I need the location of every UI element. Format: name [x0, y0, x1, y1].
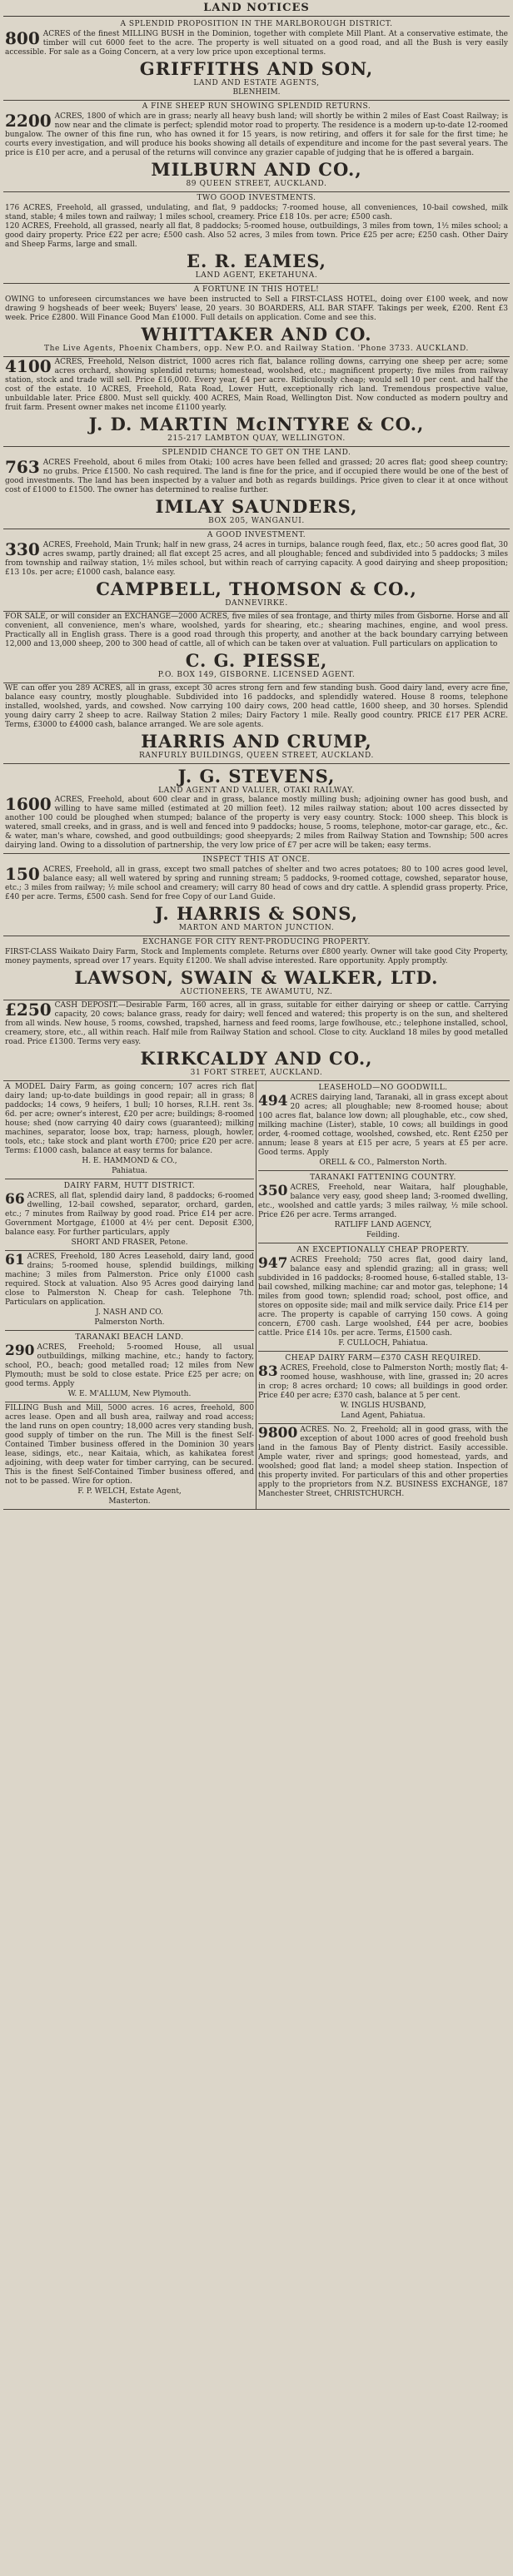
ad-firm-sub: Pahiatua. [112, 1167, 147, 1175]
ad-sheep-run [3, 101, 510, 192]
ad-firm: ORELL & CO., Palmerston North. [319, 1159, 447, 1167]
ad-firm: MILBURN AND CO., [151, 159, 362, 180]
ad-firm: C. G. PIESSE, [185, 650, 328, 671]
ad-heading: A SPLENDID PROPOSITION IN THE MARLBOROUGH DISTRICT. [120, 20, 393, 28]
ad-body: ACRES, Freehold, all in grass, except two small patches of shelter and two acres potatoes; 80 to 100 acres good level, balance easy; all well watered by spring and running stream; 5 paddocks, 9-roomed cottage, cowshed, separator house, etc.; 3 miles from railway; ½ mile school and creamery; will carry 80 head of cows and dry cattle. A splendid grass property. Price, £40 per acre. Terms, £500 cash. Send for free Copy of our Land Guide. [5, 866, 508, 901]
ad-harris-crump [3, 683, 510, 764]
ad-number: 1600 [5, 794, 52, 814]
right-ad-fattening [258, 1171, 508, 1243]
ad-firm: J. D. MARTIN McINTYRE & CO., [88, 414, 425, 434]
ad-firm-sub: AUCTIONEERS, TE AWAMUTU, NZ. [180, 988, 333, 996]
ad-number: 800 [5, 28, 40, 48]
ad-number: 330 [5, 539, 40, 559]
section-header: LAND NOTICES [203, 2, 310, 14]
ad-number: 763 [5, 457, 40, 477]
header-rule [3, 16, 510, 17]
ad-city-exchange [3, 936, 510, 1000]
ad-firm-sub: 89 QUEEN STREET, AUCKLAND. [186, 180, 327, 188]
ad-heading: LEASEHOLD—NO GOODWILL. [318, 1084, 448, 1092]
ad-heading: A FINE SHEEP RUN SHOWING SPLENDID RETURNS. [142, 102, 371, 111]
ad-cash-deposit [3, 1000, 510, 1081]
ad-firm-sub: The Live Agents, Phoenix Chambers, opp. New P.O. and Railway Station. 'Phone 3733. AUCKLAND. [44, 345, 469, 353]
right-ad-cheap-dairy [258, 1352, 508, 1424]
ad-firm: WHITTAKER AND CO. [141, 324, 372, 345]
ad-body: ACRES Freehold, about 6 miles from Otaki; 100 acres have been felled and grassed; 20 acres flat; good sheep country; no grubs. Price £1500. No cash required. The land is fine for the price, and if occupied there would be one of the best of good investments. The land has been inspected by a valuer and both as regards buildings. Price given to clear it at once without cost of £1000 to £1500. The owner has determined to realise further. [5, 459, 508, 494]
ad-firm: E. R. EAMES, [187, 251, 326, 271]
left-ad-model-dairy [5, 1081, 254, 1179]
ad-heading: DAIRY FARM, HUTT DISTRICT. [63, 1182, 196, 1190]
left-ad-palmerston-lease [5, 1251, 254, 1331]
ad-firm-sub: RANFURLY BUILDINGS, QUEEN STREET, AUCKLAND. [138, 752, 375, 760]
ad-firm-sub: LAND AND ESTATE AGENTS, [193, 79, 320, 87]
ad-firm-sub: P.O. BOX 149, GISBORNE. LICENSED AGENT. [157, 671, 356, 679]
right-ad-cheap-property [258, 1243, 508, 1352]
ad-body: ACRES, 1800 of which are in grass; nearly all heavy bush land; will shortly be within 2 miles of East Coast Railway; is now near and the climate is perfect; splendid motor road to property. The residence is a modern up-to-date 12-roomed bungalow. The owner of this fine run, who has owned it for 15 years, is now retiring, and offers it for sale for the first time; he courts every investigation, and will produce his books showing all details of expenditure and income for the past several years. The price is £10 per acre, and a perusal of the returns will convince any grazier capable of judging that he is offered a bargain. [5, 112, 508, 157]
ad-nelson-freehold [3, 357, 510, 447]
ad-firm: LAWSON, SWAIN & WALKER, LTD. [74, 967, 439, 988]
left-ad-taranaki-beach [5, 1331, 254, 1402]
ad-heading: TARANAKI FATTENING COUNTRY. [310, 1174, 456, 1182]
ad-firm-sub: LAND AGENT, EKETAHUNA. [195, 271, 318, 280]
ad-body-2: 120 ACRES, Freehold, all grassed, nearly all flat, 8 paddocks; 5-roomed house, outbuildings, 3 miles from town, 1½ miles school; a good dairy property. Price £22 per acre; £500 cash. Also 52 acres, 3 miles from town. Price £25 per acre; £250 cash. Other Dairy and Sheep Farms, large and small. [5, 222, 508, 249]
ad-firm: J. G. STEVENS, [177, 766, 336, 787]
ad-body: OWING to unforeseen circumstances we have been instructed to Sell a FIRST-CLASS HOTEL, doing over £100 week, and now drawing 9 hogsheads of beer week; Buyers' lease, 20 years. 30 BOARDERS, ALL BAR STAFF. Takings per week, £200. Rent £3 week. Price £2800. Will Finance Good Man £1000. Full details on application. Come and see this. [5, 295, 508, 322]
ad-heading: CHEAP DAIRY FARM—£370 CASH REQUIRED. [285, 1354, 481, 1362]
ad-number: 2200 [5, 111, 52, 131]
ad-body: ACRES, Freehold; 5-roomed House, all usual outbuildings, milking machine, etc.; handy to factory, school, P.O., beach; good metalled road; 12 miles from New Plymouth; must be sold to close estate. Price £25 per acre; on good terms. Apply [5, 1343, 254, 1388]
ad-body: ACRES. No. 2, Freehold; all in good grass, with the exception of about 1000 acres of good freehold bush land in the famous Bay of Plenty district. Easily accessible. Ample water, river and springs; good homestead, yards, and woolshed; good flat land; a model sheep station. Inspection of this property invited. For particulars of this and other properties apply to the proprietors from N.Z. BUSINESS EXCHANGE, 187 Manchester Street, CHRISTCHURCH. [258, 1426, 508, 1498]
ad-body: ACRES, Freehold, near Waitara, half ploughable, balance very easy, good sheep land; 3-roomed dwelling, etc., woolshed and cattle yards; 3 miles railway, ½ mile school. Price £26 per acre. Terms arranged. [258, 1184, 508, 1219]
ad-number: 9800 [258, 1425, 298, 1442]
ad-heading: TWO GOOD INVESTMENTS. [197, 194, 316, 202]
two-column-section [3, 1081, 510, 1510]
ad-body: ACRES, Freehold, about 600 clear and in grass, balance mostly milling bush; adjoining owner has good bush, and willing to have same milled (estimated at 20 million feet). 12 miles railway station; about 100 acres dissected by another 100 could be ploughed when stumped; balance of the property is very easy country. Stock: 1000 sheep. This block is watered, small creeks, and in grass, and is well and fenced into 9 paddocks; house, 5 rooms, telephone, motor-car garage, etc., &c. & water, man's whare, cowshed, and good outbuildings; good sheepyards; 2 miles from Railway Station and Township; 500 acres dairying land. Owing to a dissolution of partnership, the very low price of £7 per acre will be taken; easy terms. [5, 796, 508, 850]
ad-number: 66 [5, 1191, 25, 1208]
ad-firm: RATLIFF LAND AGENCY, [334, 1221, 432, 1229]
ad-two-investments [3, 192, 510, 284]
ad-body: FOR SALE, or will consider an EXCHANGE—2000 ACRES, five miles of sea frontage, and thirty miles from Gisborne. Horse and all convenient, all convenience, men's whare, woolshed, yards for shearing, etc.; shearing machines, engine, and wool press. Practically all in English grass. There is a good road through this property, and another at the back boundary carrying between 12,000 and 13,000 sheep, 200 to 300 head of cattle, all of which can be taken over at valuation. Full particulars on application to [5, 613, 508, 648]
ad-firm: SHORT AND FRASER, Petone. [71, 1238, 188, 1247]
ad-number: 947 [258, 1255, 288, 1272]
ad-heading: SPLENDID CHANCE TO GET ON THE LAND. [162, 449, 351, 457]
ad-firm-sub: DANNEVIRKE. [225, 599, 288, 608]
ad-gisborne-exchange [3, 612, 510, 683]
right-ad-bay-of-plenty [258, 1424, 508, 1501]
ad-body: ACRES, Freehold, Main Trunk; half in new grass, 24 acres in turnips, balance rough feed, flax, etc.; 50 acres good flat, 30 acres swamp, partly drained; all flat except 25 acres, and all ploughable; fenced and subdivided into 5 paddocks; 3 miles from township and railway station, 1½ miles school, but within reach of carrying capacity. A good dairying and sheep proposition; £13 10s. per acre; £1000 cash, balance easy. [5, 541, 508, 577]
ad-heading: AN EXCEPTIONALLY CHEAP PROPERTY. [296, 1246, 470, 1254]
ad-firm: CAMPBELL, THOMSON & CO., [96, 578, 417, 599]
right-ad-leasehold [258, 1081, 508, 1171]
ad-body-1: 176 ACRES, Freehold, all grassed, undulating, and flat, 9 paddocks; 7-roomed house, all conveniences, 10-bail cowshed, milk stand, stable; 4 miles town and railway; 1 miles school, creamery. Price £18 10s. per acre; £500 cash. [5, 204, 508, 221]
ad-firm-sub: MARTON AND MARTON JUNCTION. [178, 924, 335, 932]
ad-body: FILLING Bush and Mill, 5000 acres. 16 acres, freehold, 800 acres lease. Open and all bush area, railway and road access; the land runs on open country; 18,000 acres very standing bush, good supply of timber on the run. The Mill is the finest Self-Contained Timber business offered in the Dominion 30 years lease, sidings, etc., near Kaitaia, which, as kahikatea forest adjoining, with deep water for timber carrying, can be secured. This is the finest Self-Contained Timber business offered, and not to be passed. Wire for option. [5, 1404, 254, 1486]
ad-body: ACRES Freehold; 750 acres flat, good dairy land, balance easy and splendid grazing; all in grass; well subdivided in 16 paddocks; 8-roomed house, 6-stalled stable, 13-bail cowshed, milking machine; car and motor gas, telephone; 14 miles from good town; splendid road; school, post office, and stores on opposite side; mail and milk service daily. Price £14 per acre. The property is capable of carrying 150 cows. A going concern, £700 cash. Large woolshed, £44 per acre, boobies cattle. Price £14 10s. per acre. Terms, £1500 cash. [258, 1256, 508, 1338]
ad-heading: INSPECT THIS AT ONCE. [202, 856, 311, 864]
ad-firm-sub: LAND AGENT AND VALUER, OTAKI RAILWAY. [158, 787, 355, 795]
ad-firm: KIRKCALDY AND CO., [140, 1048, 373, 1069]
ad-number: 4100 [5, 357, 52, 376]
ad-body: ACRES, all flat, splendid dairy land, 8 paddocks; 6-roomed dwelling, 12-bail cowshed, separator, orchard, garden, etc.; 7 minutes from Railway by good road. Price £14 per acre. Government Mortgage, £1000 at 4½ per cent. Deposit £300, balance easy. For further particulars, apply [5, 1192, 254, 1237]
left-ad-hutt-dairy [5, 1179, 254, 1251]
ad-heading: A GOOD INVESTMENT. [207, 531, 306, 539]
left-column [3, 1081, 256, 1509]
ad-firm-sub: Palmerston North. [94, 1318, 165, 1327]
ad-firm-sub: Masterton. [108, 1497, 151, 1506]
ad-body: A MODEL Dairy Farm, as going concern; 107 acres rich flat dairy land; up-to-date buildings in good repair; all in grass; 8 paddocks; 14 cows, 9 heifers, 1 bull; 10 horses, R.I.H. rent 3s. 6d. per acre; owner's interest, £20 per acre; buildings; 8-roomed house; shed (now carrying 40 dairy cows (guaranteed); milking machines, separator, loose box, trap; harness, plough, howler, tools, etc.; take stock and plant worth £700; price £20 per acre. Terms: £1000 cash, balance at easy terms for balance. [5, 1083, 254, 1155]
ad-place: BLENHEIM. [232, 88, 281, 97]
ad-number: 150 [5, 864, 40, 884]
ad-body: WE can offer you 289 ACRES, all in grass, except 30 acres strong fern and few standing bush. Good dairy land, every acre fine, balance easy country, mostly ploughable. Subdivided into 16 paddocks, and splendidly watered. House 8 rooms, telephone installed, woolshed, yards, and cowshed. Now carrying 100 dairy cows, 200 head cattle, 1600 sheep, and 30 horses. Splendid young dairy carry 2 sheep to acre. Railway Station 2 miles; Dairy Factory 1 mile. Really good country. PRICE £17 PER ACRE. Terms, £3000 to £4000 cash, balance arranged. We are sole agents. [5, 684, 508, 729]
ad-firm-sub: Land Agent, Pahiatua. [341, 1412, 426, 1420]
ad-body: CASH DEPOSIT.—Desirable Farm, 160 acres, all in grass, suitable for either dairying or sheep or cattle. Carrying capacity, 20 cows; balance grass, ready for dairy; well fenced and watered; this property is on the sun, and sheltered from all winds. New house, 5 rooms, cowshed, trapshed, harness and feed rooms, large fowlhouse, etc.; telephone installed, school, creamery, store, etc., all within reach. Half mile from Railway Station and school. Close to city. Auckland 18 miles by good metalled road. Price £1300. Terms very easy. [5, 1001, 508, 1046]
ad-firm: HARRIS AND CRUMP, [141, 731, 372, 752]
ad-firm: W. E. M'ALLUM, New Plymouth. [67, 1390, 192, 1398]
ad-heading: EXCHANGE FOR CITY RENT-PRODUCING PROPERTY. [142, 938, 371, 946]
ad-number: 350 [258, 1183, 288, 1199]
ad-body: ACRES of the finest MILLING BUSH in the Dominion, together with complete Mill Plant. At a conservative estimate, the timber will cut 6000 feet to the acre. The property is well situated on a good road, and all the Bush is very easily accessible. For sale as a Going Concern, at a very low price upon exceptional terms. [5, 30, 508, 57]
ad-firm-sub: 31 FORT STREET, AUCKLAND. [190, 1069, 323, 1077]
ad-body: FIRST-CLASS Waikato Dairy Farm, Stock and Implements complete. Returns over £800 yearly. Owner will take good City Property, money payments, spread over 17 years. Equity £1200. We shall advise interested. Rare opportunity. Apply promptly. [5, 948, 508, 965]
ad-firm-sub: BOX 205, WANGANUI. [208, 517, 305, 525]
ad-firm: J. HARRIS & SONS, [155, 903, 358, 924]
ad-firm: H. E. HAMMOND & CO., [82, 1157, 177, 1165]
ad-body: ACRES, Freehold, Nelson district, 1000 acres rich flat, balance rolling downs, carrying one sheep per acre; some acres orchard, showing splendid returns; homestead, woolshed, etc.; magnificent property; five miles from railway station, stock and trade will sell. Price £16,000. Every year, £4 per acre. Ridiculously cheap; would sell 10 per cent. and half the cost of the estate. 10 ACRES, Freehold, Rata Road, Lower Hutt, exceptionally rich land. Tremendous prospective value, unbuildable later. Price £800. Must sell quickly. 400 ACRES, Main Road, Wellington Dist. Now conducted as modern poultry and fruit farm. Present owner makes net income £1100 yearly. [5, 358, 508, 412]
ad-firm: F. CULLOCH, Pahiatua. [338, 1339, 428, 1348]
ad-number: £250 [5, 1000, 52, 1020]
right-column [256, 1081, 510, 1509]
ad-firm: IMLAY SAUNDERS, [155, 496, 358, 517]
ad-firm: F. P. WELCH, Estate Agent, [77, 1487, 182, 1496]
ad-firm: GRIFFITHS AND SON, [139, 58, 374, 79]
ad-number: 61 [5, 1252, 25, 1268]
ad-firm: W. INGLIS HUSBAND, [340, 1402, 426, 1410]
ad-firm-sub: Feilding. [366, 1231, 400, 1239]
ad-firm: J. NASH AND CO. [96, 1308, 163, 1317]
ad-firm-sub: 215-217 LAMBTON QUAY, WELLINGTON. [167, 434, 346, 443]
ad-hotel-fortune [3, 284, 510, 357]
ad-marlborough-milling-bush [3, 18, 510, 101]
ad-good-investment [3, 529, 510, 612]
ad-body: ACRES dairying land, Taranaki, all in grass except about 20 acres; all ploughable; new 8-roomed house; about 100 acres flat, balance low down; all ploughable, etc., cow shed, milking machine (Lister), stable, 10 cows; all buildings in good order, 4-roomed cottage, woolshed, cowshed, etc. Rent £250 per annum; lease 8 years at £15 per acre, 5 years at £5 per acre. Good terms. Apply [258, 1094, 508, 1157]
ad-heading: A FORTUNE IN THIS HOTEL! [193, 285, 320, 294]
ad-otaki-chance [3, 447, 510, 529]
ad-body: ACRES, Freehold, close to Palmerston North; mostly flat; 4-roomed house, washhouse, with line, grassed in; 20 acres in crop; 8 acres orchard; 10 cows; all buildings in good order. Price £40 per acre; £370 cash, balance at 5 per cent. [258, 1364, 508, 1400]
ad-heading: TARANAKI BEACH LAND. [75, 1333, 184, 1342]
ad-number: 83 [258, 1363, 278, 1380]
ad-inspect-at-once [3, 854, 510, 936]
ad-stevens-otaki [3, 764, 510, 854]
ad-number: 494 [258, 1093, 288, 1109]
ad-number: 290 [5, 1343, 35, 1359]
left-ad-milling-bush [5, 1402, 254, 1509]
ad-body: ACRES, Freehold, 180 Acres Leasehold, dairy land, good drains; 5-roomed house, splendid buildings, milking machine; 3 miles from Palmerston. Price only £1000 cash required. Stock at valuation. Also 95 Acres good dairying land close to Palmerston N. Cheap for cash. Telephone 7th. Particulars on application. [5, 1253, 254, 1307]
